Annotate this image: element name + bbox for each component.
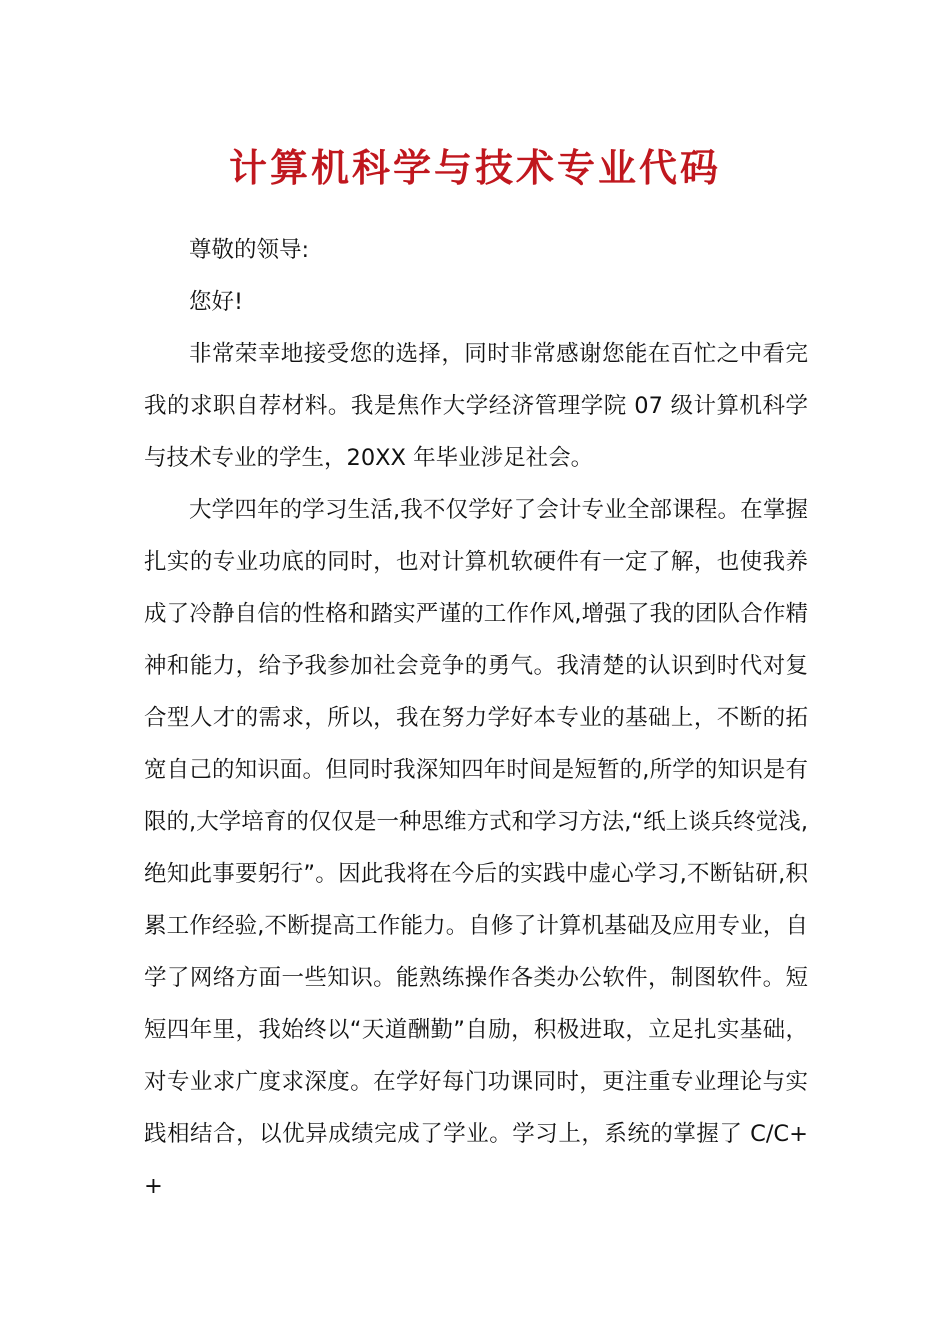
paragraph-study: 大学四年的学习生活,我不仅学好了会计专业全部课程。在掌握扎实的专业功底的同时，也对计算机软硬件有一定了解，也使我养成了冷静自信的性格和踏实严谨的工作作风,增强了我的团队合作精神和能力，给予我参加社会竞争的勇气。我清楚的认识到时代对复合型人才的需求，所以，我在努力学好本专业的基础上，不断的拓宽自己的知识面。但同时我深知四年时间是短暂的,所学的知识是有限的,大学培育的仅仅是一种思维方式和学习方法,“纸上谈兵终觉浅,绝知此事要躬行”。因此我将在今后的实践中虚心学习,不断钻研,积累工作经验,不断提高工作能力。自修了计算机基础及应用专业，自学了网络方面一些知识。能熟练操作各类办公软件，制图软件。短短四年里，我始终以“天道酬勤”自励，积极进取，立足扎实基础，对专业求广度求深度。在学好每门功课同时，更注重专业理论与实践相结合，以优异成绩完成了学业。学习上，系统的掌握了 C/C++ [144,497,808,1199]
greeting: 您好! [189,289,244,315]
salutation: 尊敬的领导: [189,237,310,263]
document-body [144,224,808,1212]
paragraph-intro: 非常荣幸地接受您的选择，同时非常感谢您能在百忙之中看完我的求职自荐材料。我是焦作大学经济管理学院 07 级计算机科学与技术专业的学生，20XX 年毕业涉足社会。 [144,341,808,471]
document-title: 计算机科学与技术专业代码 [228,145,721,190]
